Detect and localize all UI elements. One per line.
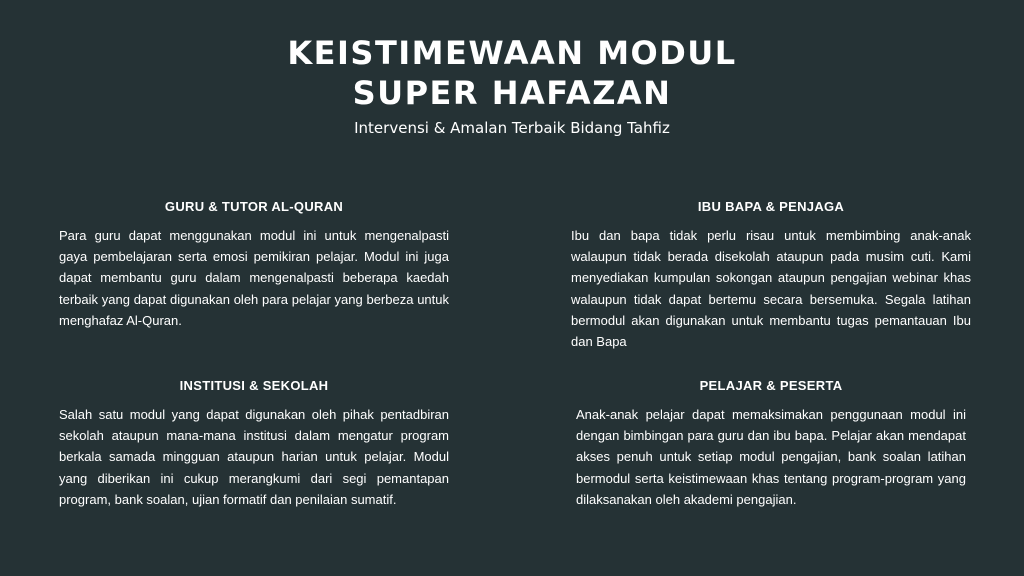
section-ibu-bapa-body: Ibu dan bapa tidak perlu risau untuk membimbing anak-anak walaupun tidak berada disekolah ataupun pada musim cuti. Kami menyediakan kumpulan sokongan ataupun pengajian webinar khas walaupun tidak dapat bertemu secara bersemuka. Segala latihan bermodul akan digunakan untuk membantu tugas pemantauan Ibu dan Bapa xyxy=(571,228,971,350)
page-title xyxy=(0,33,1024,113)
section-guru-tutor xyxy=(59,198,449,331)
section-pelajar xyxy=(576,377,966,510)
section-pelajar-body: Anak-anak pelajar dapat memaksimakan penggunaan modul ini dengan bimbingan para guru dan ibu bapa. Pelajar akan mendapat akses penuh untuk setiap modul pengajian, bank soalan latihan bermodul serta keistimewaan khas tentang program-program yang dilaksanakan oleh akademi pengajian. xyxy=(576,407,966,507)
section-guru-heading: GURU & TUTOR AL-QURAN xyxy=(164,199,344,214)
page-title-line-2: SUPER HAFAZAN xyxy=(352,74,672,112)
section-institusi-heading: INSTITUSI & SEKOLAH xyxy=(179,378,329,393)
section-ibu-bapa xyxy=(571,198,971,352)
section-institusi-body: Salah satu modul yang dapat digunakan oleh pihak pentadbiran sekolah ataupun mana-mana institusi dalam mengatur program berkala samada mingguan ataupun harian untuk pelajar. Modul yang diberikan ini cukup merangkumi dari segi pemantapan program, bank soalan, ujian formatif dan penilaian sumatif. xyxy=(59,407,449,507)
page-title-line-1: KEISTIMEWAAN MODUL xyxy=(287,34,737,72)
section-pelajar-heading: PELAJAR & PESERTA xyxy=(699,378,843,393)
section-guru-body: Para guru dapat menggunakan modul ini untuk mengenalpasti gaya pembelajaran serta emosi pemikiran pelajar. Modul ini juga dapat membantu guru dalam mengenalpasti beberapa kaedah terbaik yang dapat digunakan oleh para pelajar yang berbeza untuk menghafaz Al-Quran. xyxy=(59,228,449,328)
section-ibu-bapa-heading: IBU BAPA & PENJAGA xyxy=(697,199,845,214)
page-subtitle: Intervensi & Amalan Terbaik Bidang Tahfiz xyxy=(354,119,670,137)
section-institusi xyxy=(59,377,449,510)
